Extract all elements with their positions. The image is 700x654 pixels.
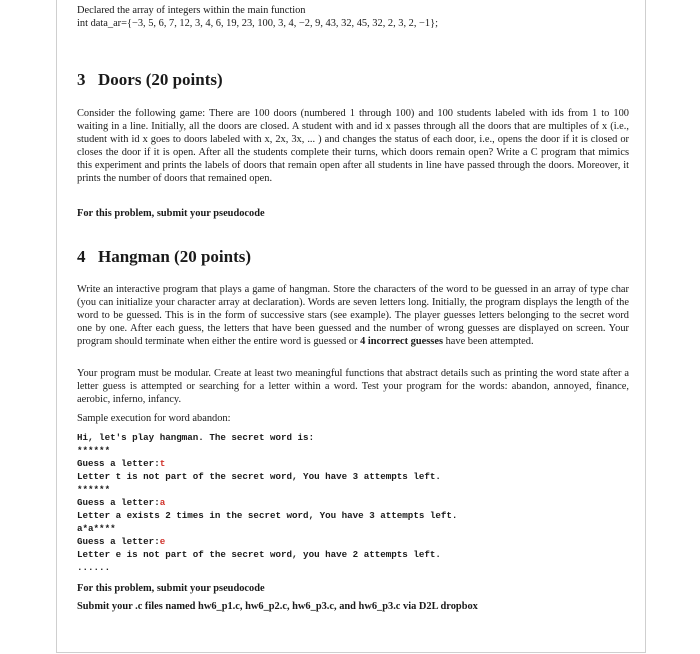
sample-line [77,496,629,509]
sample-prompt: Guess a letter: [77,497,160,508]
submission-instructions: Submit your .c files named hw6_p1.c, hw6_p2.c, hw6_p3.c, and hw6_p3.c via D2L dropbox [77,601,478,612]
array-declaration-code: int data_ar={−3, 5, 6, 7, 12, 3, 4, 6, 19, 23, 100, 3, 4, −2, 9, 43, 32, 45, 32, 2, 3, 2, −1}; [77,18,438,29]
section-3-heading [77,70,223,90]
para1-bold: 4 incorrect guesses [360,336,443,347]
para1-part2: have been attempted. [443,336,534,347]
section-3-submit-note: For this problem, submit your pseudocode [77,208,265,219]
para1-part1: Write an interactive program that plays a game of hangman. Store the characters of the word to be guessed in an array of type char (you can initialize your character array at declaration). Words are seven letters long. Initially, the program displays the length of the word to be guessed. This is in the form of successive stars (see example). The player guesses letters belonging to the secret word one by one. After each guess, the letters that have been guessed and the number of wrong guesses are displayed on screen. Your program should terminate when either the entire word is guessed or [77,284,629,347]
section-4-title: Hangman (20 points) [98,247,252,266]
sample-user-input: a [159,497,166,508]
section-4-paragraph-2: Your program must be modular. Create at least two meaningful functions that abstract details such as printing the word state after a letter guess is attempted or searching for a letter within a word. Test your program for the words: abandon, annoyed, finance, aerobic, inferno, infancy. [77,368,629,405]
sample-line: Letter a exists 2 times in the secret word, You have 3 attempts left. [77,510,458,521]
sample-user-input: t [159,458,166,469]
sample-execution-label: Sample execution for word abandon: [77,413,231,424]
sample-prompt: Guess a letter: [77,458,160,469]
sample-line: Letter t is not part of the secret word, You have 3 attempts left. [77,471,441,482]
section-3-paragraph: Consider the following game: There are 100 doors (numbered 1 through 100) and 100 students labeled with ids from 1 to 100 waiting in a line. Initially, all the doors are closed. A student with and id x passes through all the doors that are multiples of x (i.e., student with id x goes to doors labeled with x, 2x, 3x, ... ) and changes the status of each door, i.e., opens the door if it is closed or closes the door if it is open. After all the students complete their turns, which doors remain open? Write a C program that mimics this experiment and prints the labels of doors that remain open after all students in line have passed through the doors. Moreover, it prints the number of doors that remained open. [77,108,629,184]
sample-execution-block [77,431,629,574]
section-3-title: Doors (20 points) [98,70,223,89]
sample-line: ****** [77,484,111,495]
array-declaration-caption: Declared the array of integers within the main function [77,5,306,16]
sample-line: a*a**** [77,523,116,534]
section-3-number: 3 [77,70,86,89]
section-4-heading [77,247,251,267]
sample-user-input: e [159,536,166,547]
sample-line: Hi, let's play hangman. The secret word is: [77,432,315,443]
sample-line [77,535,629,548]
sample-line: ****** [77,445,111,456]
sample-line [77,457,629,470]
section-4-number: 4 [77,247,86,266]
sample-prompt: Guess a letter: [77,536,160,547]
section-4-paragraph-1 [77,283,629,348]
sample-line: ...... [77,562,111,573]
section-4-submit-note: For this problem, submit your pseudocode [77,583,265,594]
sample-line: Letter e is not part of the secret word, you have 2 attempts left. [77,549,441,560]
